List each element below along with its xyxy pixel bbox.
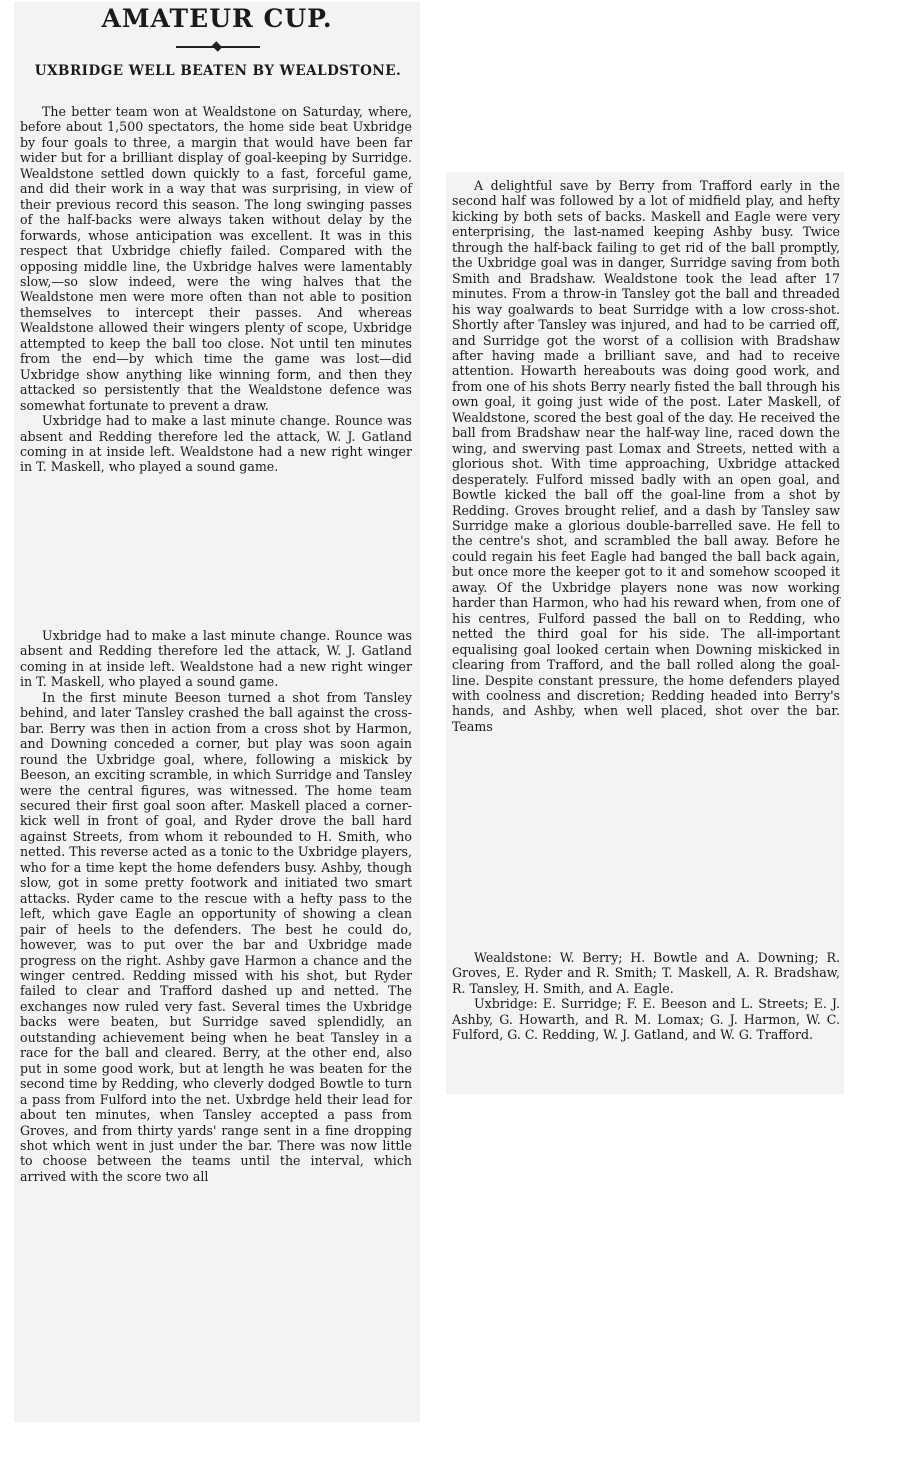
article-column-1-bottom — [20, 628, 412, 1184]
article-paragraph: A delightful save by Berry from Trafford early in the second half was followed by a lot of midfield play, and hefty kicking by both sets of backs. Maskell and Eagle were very enterprising, the last-named keeping Ashby busy. Twice through the half-back failing to get rid of the ball promptly, the Uxbridge goal was in danger, Surridge saving from both Smith and Bradshaw. Wealdstone took the lead after 17 minutes. From a throw-in Tansley got the ball and threaded his way goalwards to beat Surridge with a low cross-shot. Shortly after Tansley was injured, and had to be carried off, and Surridge got the worst of a collision with Bradshaw after having made a brilliant save, and had to receive attention. Howarth hereabouts was doing good work, and from one of his shots Berry nearly fisted the ball through his own goal, it going just wide of the post. Later Maskell, of Wealdstone, scored the best goal of the day. He received the ball from Bradshaw near the half-way line, raced down the wing, and swerving past Lomax and Streets, netted with a glorious shot. With time approaching, Uxbridge attacked desperately. Fulford missed badly with an open goal, and Bowtle kicked the ball off the goal-line from a shot by Redding. Groves brought relief, and a dash by Tansley saw Surridge make a glorious double-barrelled save. He fell to the centre's shot, and scrambled the ball away. Before he could regain his feet Eagle had banged the ball back again, but once more the keeper got to it and somehow scooped it away. Of the Uxbridge players none was now working harder than Harmon, who had his reward when, from one of his centres, Fulford passed the ball on to Redding, who netted the third goal for his side. The all-important equalising goal looked certain when Downing miskicked in clearing from Trafford, and the ball rolled along the goal-line. Despite constant pressure, the home defenders played with coolness and discretion; Redding headed into Berry's hands, and Ashby, when well placed, shot over the bar. Teams — [452, 178, 840, 734]
article-paragraph: Uxbridge had to make a last minute change. Rounce was absent and Redding therefore led the attack, W. J. Gatland coming in at inside left. Wealdstone had a new right winger in T. Maskell, who played a sound game. — [20, 628, 412, 690]
article-paragraph: The better team won at Wealdstone on Saturday, where, before about 1,500 spectators, the home side beat Uxbridge by four goals to three, a margin that would have been far wider but for a brilliant display of goal-keeping by Surridge. Wealdstone settled down quickly to a fast, forceful game, and did their work in a way that was surprising, in view of their previous record this season. The long swinging passes of the half-backs were always taken without delay by the forwards, whose anticipation was excellent. It was in this respect that Uxbridge chiefly failed. Compared with the opposing middle line, the Uxbridge halves were lamentably slow,—so slow indeed, were the wing halves that the Wealdstone men were more often than not able to position themselves to intercept their passes. And whereas Wealdstone allowed their wingers plenty of scope, Uxbridge attempted to keep the ball too close. Not until ten minutes from the end—by which time the game was lost—did Uxbridge show anything like winning form, and then they attacked so persistently that the Wealdstone defence was somewhat fortunate to prevent a draw. — [20, 104, 412, 413]
subheadline: UXBRIDGE WELL BEATEN BY WEALDSTONE. — [34, 63, 402, 79]
team-lineups — [452, 950, 840, 1043]
headline: AMATEUR CUP. — [101, 4, 333, 33]
team-lineup-uxbridge: Uxbridge: E. Surridge; F. E. Beeson and L. Streets; E. J. Ashby, G. Howarth, and R. M. Lomax; G. J. Harmon, W. C. Fulford, G. C. Redding, W. J. Gatland, and W. G. Trafford. — [452, 996, 840, 1043]
article-paragraph: Uxbridge had to make a last minute change. Rounce was absent and Redding therefore led the attack, W. J. Gatland coming in at inside left. Wealdstone had a new right winger in T. Maskell, who played a sound game. — [20, 413, 412, 475]
team-lineup-wealdstone: Wealdstone: W. Berry; H. Bowtle and A. Downing; R. Groves, E. Ryder and R. Smith; T. Maskell, A. R. Bradshaw, R. Tansley, H. Smith, and A. Eagle. — [452, 950, 840, 996]
article-paragraph: In the first minute Beeson turned a shot from Tansley behind, and later Tansley crashed the ball against the cross-bar. Berry was then in action from a cross shot by Harmon, and Downing conceded a corner, but play was soon again round the Uxbridge goal, where, following a miskick by Beeson, an exciting scramble, in which Surridge and Tansley were the central figures, was witnessed. The home team secured their first goal soon after. Maskell placed a corner-kick well in front of goal, and Ryder drove the ball hard against Streets, from whom it rebounded to H. Smith, who netted. This reverse acted as a tonic to the Uxbridge players, who for a time kept the home defenders busy. Ashby, though slow, got in some pretty footwork and initiated two smart attacks. Ryder came to the rescue with a hefty pass to the left, which gave Eagle an opportunity of showing a clean pair of heels to the defenders. The best he could do, however, was to put over the bar and Uxbridge made progress on the right. Ashby gave Harmon a chance and the winger centred. Redding missed with his shot, but Ryder failed to clear and Trafford dashed up and netted. The exchanges now ruled very fast. Several times the Uxbridge backs were beaten, but Surridge saved splendidly, an outstanding achievement being when he beat Tansley in a race for the ball and cleared. Berry, at the other end, also put in some good work, but at length he was beaten for the second time by Redding, who cleverly dodged Bowtle to turn a pass from Fulford into the net. Uxbrdge held their lead for about ten minutes, when Tansley accepted a pass from Groves, and from thirty yards' range sent in a fine dropping shot which went in just under the bar. There was now little to choose between the teams until the interval, which arrived with the score two all — [20, 689, 412, 1184]
article-column-2-top — [452, 178, 840, 734]
article-column-1-top — [20, 104, 412, 475]
